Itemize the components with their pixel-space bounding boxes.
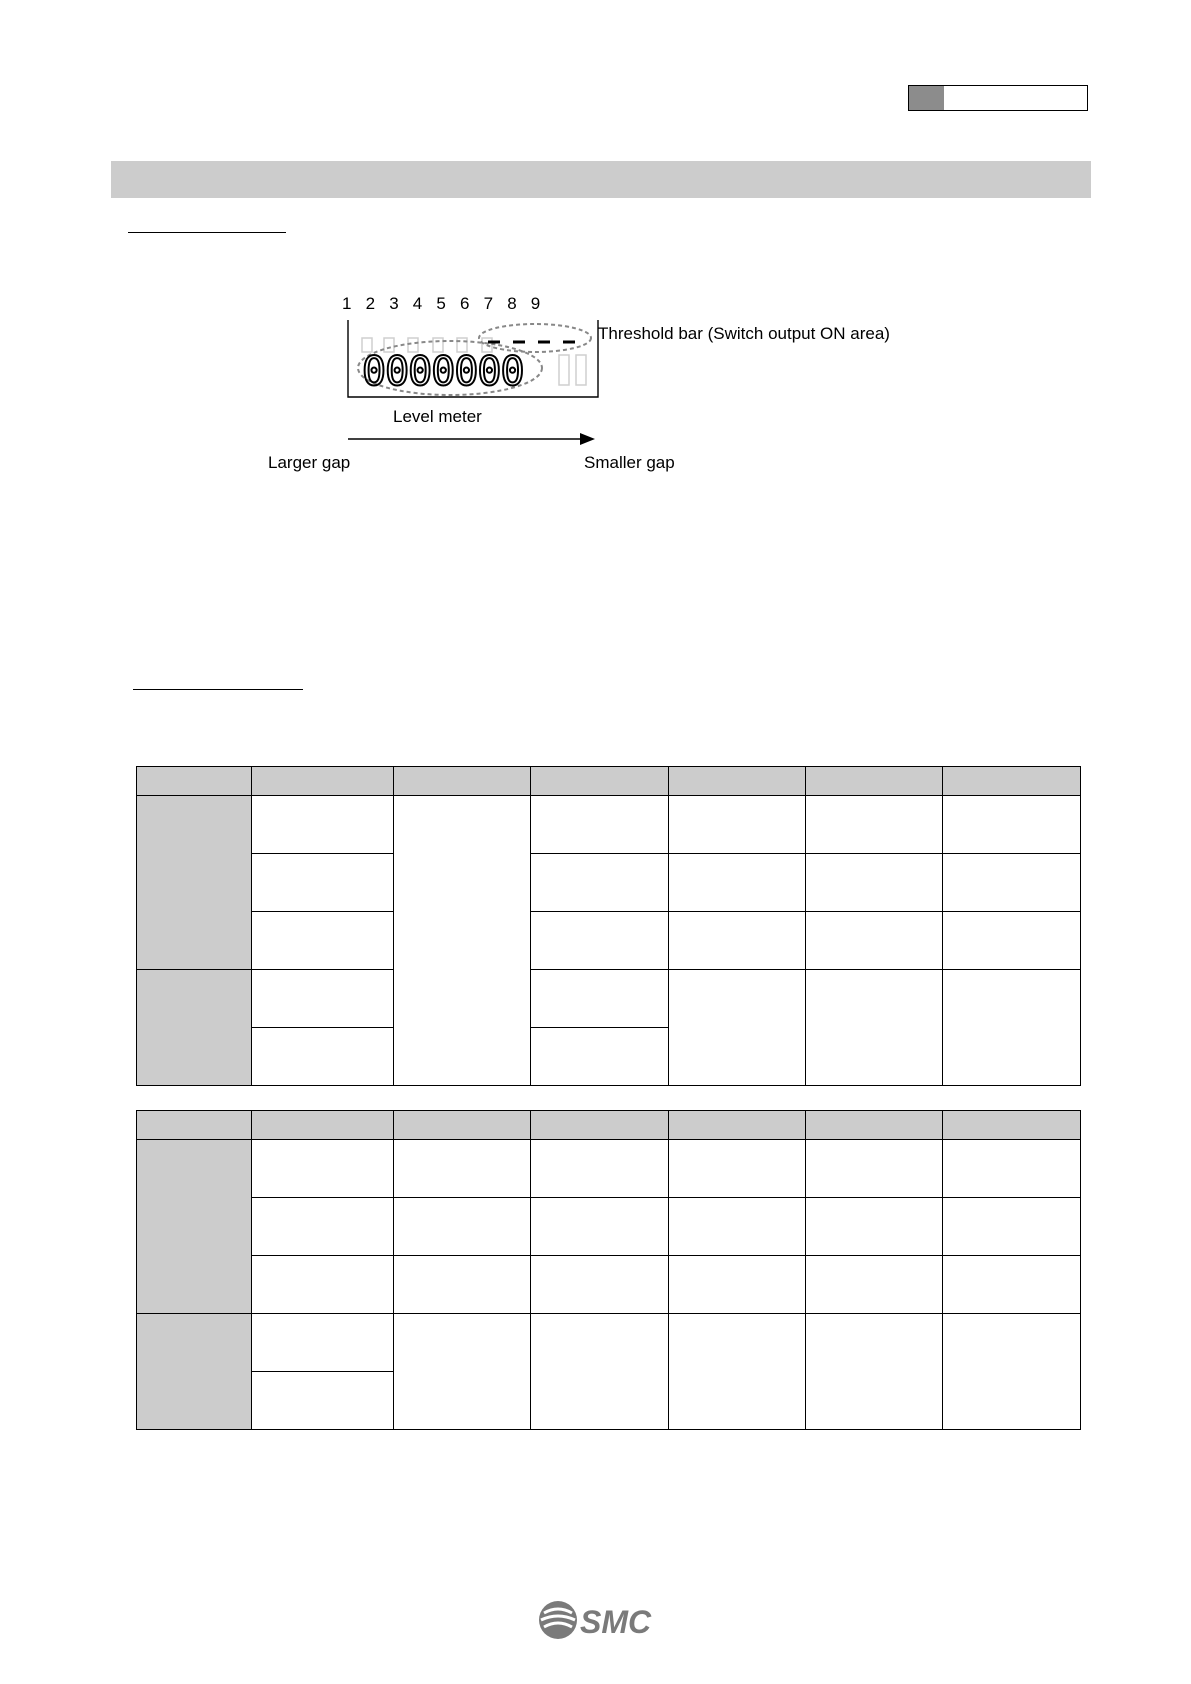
table-header-cell bbox=[806, 767, 943, 796]
table-header-cell bbox=[137, 1111, 252, 1140]
bar-number: 7 bbox=[483, 295, 494, 313]
table-cell bbox=[531, 796, 669, 854]
table-cell bbox=[669, 912, 806, 970]
smc-logo-icon bbox=[536, 1595, 666, 1645]
table-1 bbox=[136, 766, 1081, 1086]
table-cell bbox=[943, 1140, 1081, 1198]
table-row bbox=[137, 854, 1081, 912]
threshold-bar-label: Threshold bar (Switch output ON area) bbox=[598, 324, 890, 343]
table-cell bbox=[252, 854, 394, 912]
bar-number: 2 bbox=[365, 295, 376, 313]
table-cell bbox=[252, 1028, 394, 1086]
table-row bbox=[137, 796, 1081, 854]
table-cell bbox=[806, 1140, 943, 1198]
table-header-cell bbox=[252, 1111, 394, 1140]
table-cell bbox=[394, 1198, 531, 1256]
table-cell bbox=[531, 854, 669, 912]
row-group-header bbox=[137, 970, 252, 1086]
table-header-cell bbox=[394, 1111, 531, 1140]
table-cell bbox=[252, 1198, 394, 1256]
table-header-cell bbox=[669, 1111, 806, 1140]
bar-number: 1 bbox=[342, 295, 352, 313]
table-row bbox=[137, 1314, 1081, 1372]
table-cell bbox=[806, 796, 943, 854]
table-cell bbox=[531, 1314, 669, 1430]
subheading-underline-2 bbox=[133, 689, 303, 690]
table-header-cell bbox=[806, 1111, 943, 1140]
table-header-cell bbox=[669, 767, 806, 796]
larger-gap-label: Larger gap bbox=[268, 453, 351, 472]
level-meter-label: Level meter bbox=[393, 407, 482, 426]
table-cell bbox=[806, 970, 943, 1086]
table-cell bbox=[806, 1198, 943, 1256]
table-header-cell bbox=[531, 1111, 669, 1140]
table-cell bbox=[669, 970, 806, 1086]
table-cell bbox=[252, 970, 394, 1028]
table-header-cell bbox=[943, 767, 1081, 796]
table-cell bbox=[252, 796, 394, 854]
table-cell bbox=[669, 1256, 806, 1314]
subheading-underline-1 bbox=[128, 232, 286, 233]
row-group-header bbox=[137, 796, 252, 970]
table-1-header-row bbox=[137, 767, 1081, 796]
level-meter-diagram bbox=[250, 295, 950, 495]
table-row bbox=[137, 1140, 1081, 1198]
header-page-tag bbox=[908, 85, 1088, 111]
section-title-bar bbox=[111, 161, 1091, 198]
arrow-head-icon bbox=[580, 433, 595, 445]
table-cell bbox=[252, 1256, 394, 1314]
table-cell bbox=[531, 970, 669, 1028]
bar-number: 5 bbox=[436, 295, 446, 313]
table-cell bbox=[252, 912, 394, 970]
row-group-header bbox=[137, 1314, 252, 1430]
table-cell bbox=[669, 796, 806, 854]
table-cell bbox=[531, 1198, 669, 1256]
table-header-cell bbox=[252, 767, 394, 796]
table-cell bbox=[394, 1256, 531, 1314]
table-cell bbox=[394, 1140, 531, 1198]
table-cell bbox=[943, 854, 1081, 912]
table-cell bbox=[669, 854, 806, 912]
table-cell bbox=[943, 796, 1081, 854]
table-cell bbox=[669, 1198, 806, 1256]
bar-number: 6 bbox=[460, 295, 470, 313]
table-header-cell bbox=[943, 1111, 1081, 1140]
table-cell bbox=[806, 854, 943, 912]
table-cell bbox=[531, 912, 669, 970]
table-cell bbox=[943, 1314, 1081, 1430]
threshold-bar-outline bbox=[479, 324, 591, 352]
table-cell bbox=[252, 1372, 394, 1430]
smaller-gap-label: Smaller gap bbox=[584, 453, 675, 472]
table-row bbox=[137, 912, 1081, 970]
table-header-cell bbox=[137, 767, 252, 796]
table-cell bbox=[669, 1314, 806, 1430]
svg-text:SMC: SMC bbox=[580, 1604, 652, 1640]
row-group-header bbox=[137, 1140, 252, 1314]
table-row bbox=[137, 970, 1081, 1028]
table-cell bbox=[531, 1028, 669, 1086]
table-2 bbox=[136, 1110, 1081, 1430]
bar-number: 8 bbox=[507, 295, 517, 313]
table-cell bbox=[394, 1314, 531, 1430]
table-header-cell bbox=[394, 767, 531, 796]
table-cell bbox=[394, 796, 531, 1086]
table-cell bbox=[806, 912, 943, 970]
table-cell bbox=[806, 1256, 943, 1314]
table-cell bbox=[252, 1140, 394, 1198]
table-cell bbox=[531, 1140, 669, 1198]
table-cell bbox=[531, 1256, 669, 1314]
bar-number: 9 bbox=[530, 295, 541, 313]
table-cell bbox=[669, 1140, 806, 1198]
table-row bbox=[137, 1198, 1081, 1256]
level-meter-digits: 0000000 bbox=[362, 349, 524, 395]
bar-numbers bbox=[342, 295, 540, 313]
table-cell bbox=[943, 912, 1081, 970]
table-cell bbox=[943, 1256, 1081, 1314]
table-2-header-row bbox=[137, 1111, 1081, 1140]
table-cell bbox=[252, 1314, 394, 1372]
table-cell bbox=[943, 970, 1081, 1086]
bar-number: 3 bbox=[389, 295, 399, 313]
table-header-cell bbox=[531, 767, 669, 796]
table-row bbox=[137, 1256, 1081, 1314]
table-cell bbox=[806, 1314, 943, 1430]
table-cell bbox=[943, 1198, 1081, 1256]
bar-number: 4 bbox=[412, 295, 423, 313]
header-tag-fill bbox=[909, 86, 944, 110]
